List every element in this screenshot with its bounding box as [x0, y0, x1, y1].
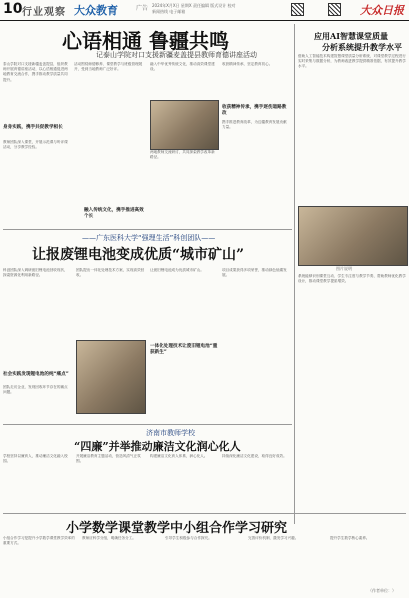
article-2-subtitle: 分析系统提升教学水平 [322, 42, 402, 52]
newspaper-logo: 大众教育 [74, 4, 118, 17]
article-3-band: ——广东医科大学“强理生活”科创团队—— [82, 234, 216, 242]
article-4-body: 构建廉洁文化育人体系，润心化人。 [150, 454, 208, 458]
article-3-body: 科创团队深入调研废旧锂电池回收现状，探索资源化利用新路径。 [3, 268, 68, 278]
photo-caption: 图片说明 [336, 266, 352, 271]
author-note: （作者单位：） [368, 588, 396, 593]
article-1-photo [150, 100, 219, 150]
section-divider [3, 513, 406, 514]
column-divider [294, 24, 295, 524]
section-title: 行业观察 [22, 7, 66, 18]
article-1-body: 携手推进教育改革，为边疆教育发展贡献力量。 [222, 120, 287, 130]
article-1-heading: 融入传统文化，携手推进高效个长 [84, 208, 144, 219]
article-5-body: 引导学生积极参与合作探究。 [165, 536, 212, 540]
article-3-heading: 一体化处理技术让废旧锂电池“重获新生” [150, 344, 218, 355]
article-2-body: 系统能够识别课堂互动、学生专注度与教学节奏，帮助教师优化教学设计，推动课堂教学提质增效。 [298, 274, 406, 284]
article-1-body: 教师团队深入课堂，开展示范课与听评课活动，分享教学经验。 [3, 140, 68, 150]
page-number: 10 [3, 1, 23, 17]
article-1-body: 活动围绕师德修养、课堂教学与班级管理展开，受到当地教师广泛好评。 [74, 62, 143, 72]
article-5-body: 完善评价机制，激发学习兴趣。 [248, 536, 299, 540]
article-2-title: 应用AI智慧课堂质量 [314, 31, 388, 41]
article-1-subtitle: 记泰山学院对口支援新疆麦盖提县教师育德讲座活动 [96, 51, 257, 59]
article-4-band: 济南市教师学校 [146, 429, 195, 437]
article-5-body: 提升学生数学核心素养。 [330, 536, 370, 540]
article-1-title: 心语相通 鲁疆共鸣 [62, 29, 229, 53]
article-1-heading: 身身实践，携手共促教学相长 [3, 125, 63, 130]
qr-code-icon [291, 3, 304, 16]
article-5-title: 小学数学课堂教学中小组合作学习研究 [66, 521, 288, 536]
article-1-body: 泰山学院对口支援新疆麦盖提县，组织教师开展育德讲座活动，以心语相通促进两地教育交流合作，携手推动教学质量共同提升。 [3, 62, 68, 82]
article-1-body: 收获精神传承，坚定教育初心。 [222, 62, 273, 66]
section-divider [3, 424, 292, 425]
article-5-body: 小组合作学习是提升小学数学课堂教学效率的重要方式。 [3, 536, 75, 546]
article-2-photo [298, 206, 408, 266]
article-1-body: 两地教师交流研讨，共同探索教学改革新路径。 [150, 150, 215, 160]
article-1-heading: 收获精神传承，携手逐伤道路教改 [222, 105, 287, 116]
article-4-title: “四廉”并举推动廉洁文化润心化人 [74, 440, 241, 453]
article-3-photo [76, 340, 146, 414]
header-meta: 2024年X月X日 星期X 责任编辑 版式设计 校对 新闻热线 电子邮箱 [152, 3, 236, 14]
article-3-body: 团队走访企业，发现回收环节存在的痛点问题。 [3, 385, 68, 395]
article-3-body: 项目成果获得多项荣誉，推动绿色低碳发展。 [222, 268, 287, 278]
article-4-body: 持续深化廉洁文化建设，取得良好成效。 [222, 454, 287, 458]
article-3-body: 让废旧锂电池成为优质城市矿山。 [150, 268, 204, 272]
ad-label: 广告 [136, 5, 149, 12]
article-3-body: 团队提出一体化处理技术方案，实现高效回收。 [76, 268, 145, 278]
article-3-heading: 社会实践发现锂电池的纯“痛点” [3, 372, 69, 377]
article-3-title: 让报废锂电池变成优质“城市矿山” [32, 247, 245, 263]
article-4-body: 开展廉洁教育主题活动，营造风清气正氛围。 [76, 454, 141, 464]
article-1-body: 融入中华优秀传统文化，推动高效课堂建设。 [150, 62, 215, 72]
article-4-body: 学校坚持以廉育人，推动廉洁文化融入校园。 [3, 454, 68, 464]
article-2-body: 借助人工智能技术构建智慧课堂质量分析系统，对课堂教学过程进行实时采集与数据分析，为教师改进教学提供精准依据，有效提升教学水平。 [298, 54, 406, 69]
section-divider [3, 229, 292, 230]
article-5-body: 教师应科学分组，明确任务分工。 [82, 536, 136, 540]
brand-logo: 大众日报 [360, 4, 404, 17]
qr-code-icon [328, 3, 341, 16]
